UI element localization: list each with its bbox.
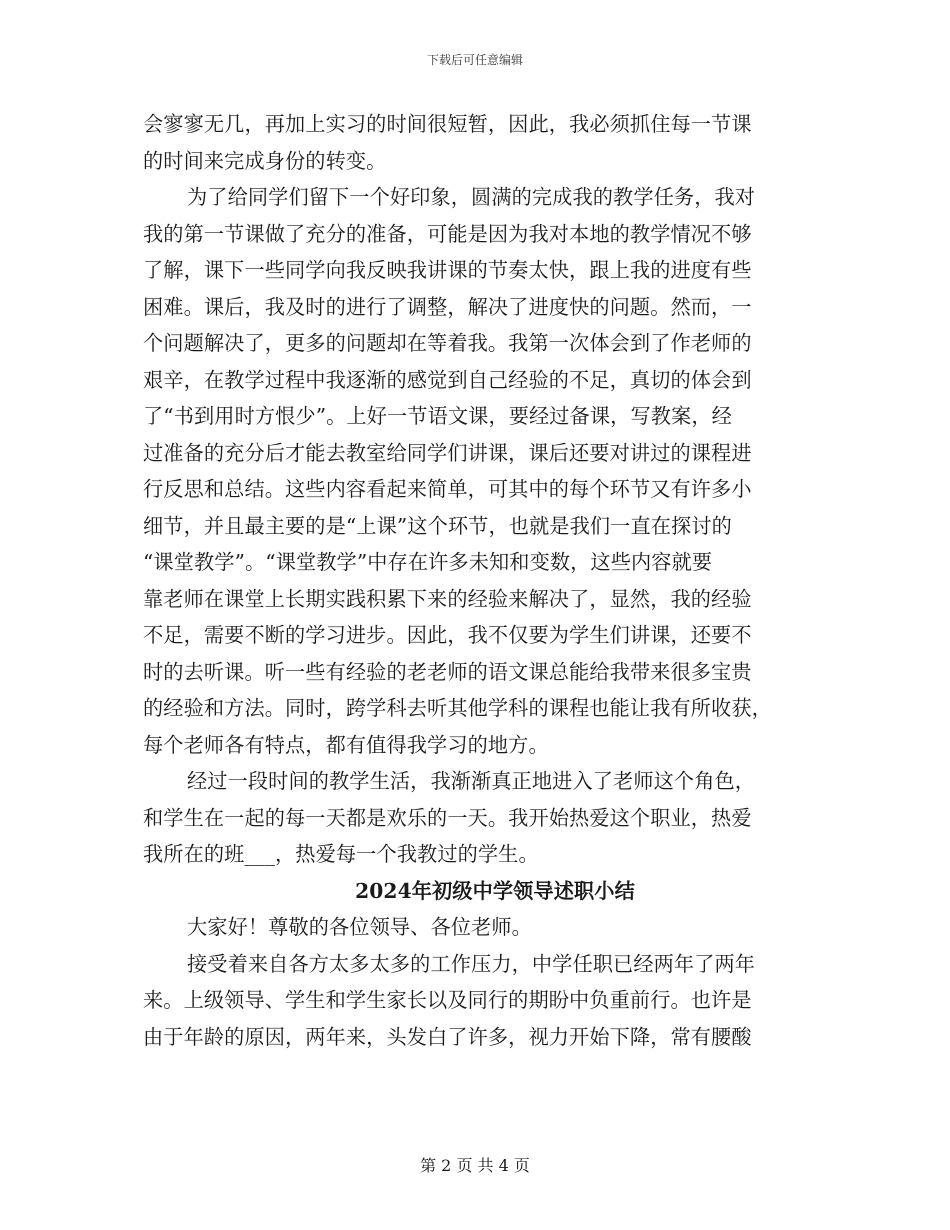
- body-line: 的经验和方法。同时，跨学科去听其他学科的课程也能让我有所收获，: [143, 696, 772, 720]
- body-line: 不足，需要不断的学习进步。因此，我不仅要为学生们讲课，还要不: [143, 623, 752, 647]
- document-body: [143, 106, 807, 1055]
- section-heading: 2024年初级中学领导述职小结: [355, 878, 635, 903]
- body-line: 行反思和总结。这些内容看起来简单，可其中的每个环节又有许多小: [143, 477, 752, 501]
- paragraph-start-line: 大家好！尊敬的各位领导、各位老师。: [187, 915, 532, 939]
- body-line: 艰辛，在教学过程中我逐渐的感觉到自己经验的不足，真切的体会到: [143, 367, 752, 392]
- body-line: 了解，课下一些同学向我反映我讲课的节奏太快，跟上我的进度有些: [143, 258, 752, 282]
- page-footer: 第 2 页 共 4 页: [420, 1156, 530, 1175]
- body-line: 困难。课后，我及时的进行了调整，解决了进度快的问题。然而，一: [143, 294, 752, 319]
- body-line: 来。上级领导、学生和学生家长以及同行的期盼中负重前行。也许是: [143, 988, 752, 1012]
- paragraph-start-line: 为了给同学们留下一个好印象，圆满的完成我的教学任务，我对: [187, 185, 756, 209]
- body-line: 和学生在一起的每一天都是欢乐的一天。我开始热爱这个职业，热爱: [143, 805, 752, 830]
- body-line: 过准备的充分后才能去教室给同学们讲课，课后还要对讲过的课程进: [143, 440, 752, 465]
- body-line: 会寥寥无几，再加上实习的时间很短暂，因此，我必须抓住每一节课: [143, 112, 752, 136]
- paragraph-start-line: 接受着来自各方太多太多的工作压力，中学任职已经两年了两年: [187, 951, 756, 976]
- body-line: 的时间来完成身份的转变。: [143, 148, 387, 173]
- body-line: 我所在的班___，热爱每一个我教过的学生。: [143, 842, 539, 866]
- body-line: 时的去听课。听一些有经验的老老师的语文课总能给我带来很多宝贵: [143, 659, 752, 684]
- body-line: 我的第一节课做了充分的准备，可能是因为我对本地的教学情况不够: [143, 221, 752, 246]
- body-line: 靠老师在课堂上长期实践积累下来的经验来解决了，显然，我的经验: [143, 586, 752, 611]
- body-line: 由于年龄的原因，两年来，头发白了许多，视力开始下降，常有腰酸: [143, 1024, 752, 1049]
- body-line: 每个老师各有特点，都有值得我学习的地方。: [143, 732, 549, 757]
- body-line: “课堂教学”。“课堂教学”中存在许多未知和变数，这些内容就要: [143, 550, 713, 574]
- body-line: 个问题解决了，更多的问题却在等着我。我第一次体会到了作老师的: [143, 331, 752, 355]
- body-line: 了“书到用时方恨少”。上好一节语文课，要经过备课，写教案，经: [143, 404, 732, 428]
- paragraph-start-line: 经过一段时间的教学生活，我渐渐真正地进入了老师这个角色，: [187, 769, 756, 793]
- body-line: 细节，并且最主要的是“上课”这个环节，也就是我们一直在探讨的: [143, 513, 732, 538]
- page-header: 下载后可任意编辑: [426, 53, 523, 67]
